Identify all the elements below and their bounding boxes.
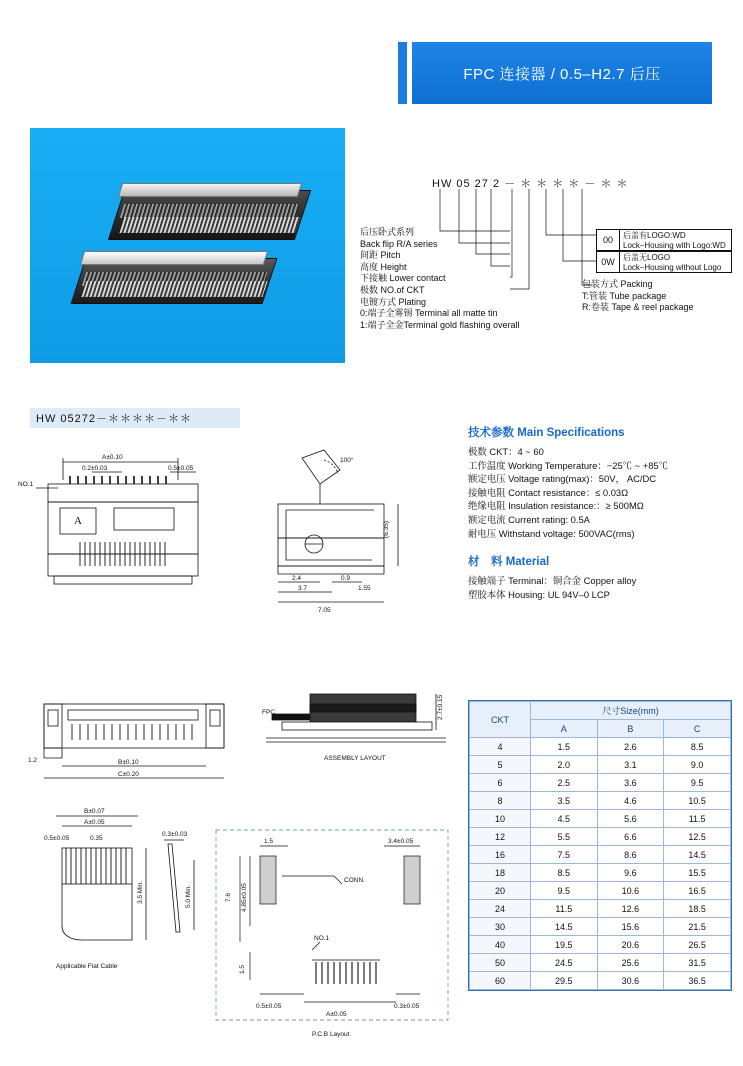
cell-ckt: 8 [470,792,531,810]
svg-text:2.7±0.15: 2.7±0.15 [437,694,444,720]
svg-text:0.5±0.05: 0.5±0.05 [44,835,70,842]
svg-text:0.35: 0.35 [90,835,103,842]
cell-b: 30.6 [597,972,664,990]
cell-c: 21.5 [664,918,731,936]
cell-ckt: 50 [470,954,531,972]
svg-text:2.4: 2.4 [292,575,302,582]
decoder-label-1: Back flip R/A series [360,238,438,249]
cell-a: 4.5 [531,810,598,828]
svg-text:NO.1: NO.1 [18,481,34,488]
spec-line-0: 极数 CKT：4 ~ 60 [468,446,544,457]
svg-text:B±0.10: B±0.10 [118,759,139,766]
cell-a: 3.5 [531,792,598,810]
svg-text:0.3±0.05: 0.3±0.05 [394,1003,420,1010]
svg-text:5.0 Min.: 5.0 Min. [185,884,192,908]
decoder-option-0w-code: 0W [597,252,620,272]
cell-b: 3.1 [597,756,664,774]
drawing-bottom-view [18,690,248,800]
svg-text:A: A [74,515,82,527]
decoder-label-8: 1:端子全金Terminal gold flashing overall [360,319,520,330]
cell-ckt: 6 [470,774,531,792]
svg-text:1.55: 1.55 [358,585,371,592]
connector-image-bottom [78,258,268,302]
svg-text:1.2: 1.2 [28,757,38,764]
cell-a: 1.5 [531,738,598,756]
decoder-label-6: 电镀方式 Plating [360,296,427,307]
svg-text:0.3±0.03: 0.3±0.03 [162,831,188,838]
cell-b: 9.6 [597,864,664,882]
svg-text:A±0.05: A±0.05 [84,819,105,826]
drawing-top-view [18,440,248,620]
drawing-pcb-layout [208,822,460,1044]
connector-image-top [116,190,301,238]
part-number-code: HW 05 27 2 － ＊ ＊ ＊ ＊ － ＊ ＊ [432,178,629,190]
specifications-block [468,424,730,601]
svg-text:0.2±0.03: 0.2±0.03 [82,465,108,472]
size-table [468,700,732,991]
cell-c: 9.0 [664,756,731,774]
table-row [470,792,731,810]
cell-c: 9.5 [664,774,731,792]
cell-c: 26.5 [664,936,731,954]
size-table-col-b: B [597,720,664,738]
page-title: FPC 连接器 / 0.5–H2.7 后压 [463,65,661,83]
svg-text:7.6: 7.6 [225,892,232,902]
table-row [470,846,731,864]
svg-text:3.5 Min.: 3.5 Min. [137,880,144,904]
svg-text:P.C.B Layout: P.C.B Layout [312,1031,350,1038]
cell-a: 24.5 [531,954,598,972]
svg-text:3.4±0.05: 3.4±0.05 [388,838,414,845]
table-row [470,810,731,828]
cell-c: 16.5 [664,882,731,900]
part-number-decoder [360,175,732,360]
svg-text:CONN.: CONN. [344,877,365,884]
cell-ckt: 4 [470,738,531,756]
svg-text:ASSEMBLY LAYOUT: ASSEMBLY LAYOUT [324,755,386,762]
svg-text:C±0.20: C±0.20 [118,771,139,778]
page-header [412,42,712,104]
cell-ckt: 5 [470,756,531,774]
decoder-option-00-en: Lock–Housing with Logo:WD [623,241,726,250]
cell-b: 20.6 [597,936,664,954]
decoder-label-3: 高度 Height [360,261,407,272]
cell-ckt: 18 [470,864,531,882]
drawing-part-number: HW 05272－＊＊＊＊－＊＊ [30,408,240,428]
decoder-label-7: 0:端子全雾锡 Terminal all matte tin [360,308,498,319]
cell-a: 8.5 [531,864,598,882]
spec-line-4: 绝缘电阻 Insulation resistance:：≥ 500MΩ [468,500,644,512]
table-row [470,936,731,954]
svg-text:A±0.10: A±0.10 [102,454,123,461]
svg-text:1.5: 1.5 [264,838,274,845]
cell-a: 5.5 [531,828,598,846]
spec-line-2: 额定电压 Voltage rating(max)：50V， AC/DC [468,473,657,485]
spec-title: 技术参数 Main Specifications [468,427,625,439]
cell-b: 4.6 [597,792,664,810]
svg-text:A±0.05: A±0.05 [326,1011,347,1018]
table-row [470,738,731,756]
cell-b: 8.6 [597,846,664,864]
svg-text:100°: 100° [340,457,354,464]
svg-text:7.05: 7.05 [318,607,331,614]
svg-text:0.5±0.05: 0.5±0.05 [256,1003,282,1010]
cell-a: 7.5 [531,846,598,864]
cell-c: 15.5 [664,864,731,882]
table-row [470,756,731,774]
drawing-flat-cable [18,800,218,1000]
cell-ckt: 40 [470,936,531,954]
cell-ckt: 60 [470,972,531,990]
material-line-1: 塑胶本体 Housing: UL 94V–0 LCP [468,588,610,600]
table-row [470,954,731,972]
size-table-ckt-header: CKT [470,702,531,738]
header-accent-bar [398,42,407,104]
cell-ckt: 12 [470,828,531,846]
spec-line-5: 额定电流 Current rating: 0.5A [468,513,590,525]
packing-reel: R:卷装 Tape & reel package [582,302,694,313]
decoder-option-00 [596,229,732,251]
table-row [470,774,731,792]
table-row [470,918,731,936]
decoder-option-0w-en: Lock–Housing without Logo [623,263,722,272]
decoder-label-2: 间距 Pitch [360,250,401,261]
cell-b: 12.6 [597,900,664,918]
svg-text:Applicable Flat Cable: Applicable Flat Cable [56,963,118,970]
cell-c: 36.5 [664,972,731,990]
cell-b: 25.6 [597,954,664,972]
size-table-col-c: C [664,720,731,738]
table-row [470,864,731,882]
decoder-option-0w [596,251,732,273]
decoder-label-4: 下接触 Lower contact [360,273,446,284]
cell-a: 14.5 [531,918,598,936]
table-row [470,828,731,846]
cell-ckt: 24 [470,900,531,918]
cell-ckt: 10 [470,810,531,828]
drawing-side-view [262,440,452,620]
svg-text:0.5±0.05: 0.5±0.05 [168,465,194,472]
cell-b: 3.6 [597,774,664,792]
cell-c: 12.5 [664,828,731,846]
table-row [470,900,731,918]
cell-ckt: 16 [470,846,531,864]
decoder-label-5: 极数 NO.of CKT [360,284,425,295]
cell-a: 19.5 [531,936,598,954]
packing-tube: T:管装 Tube package [582,290,667,301]
decoder-packing-options [582,279,694,314]
material-title: 材 料 Material [468,556,550,569]
decoder-label-0: 后压卧式系列 [360,227,415,237]
spec-line-6: 耐电压 Withstand voltage: 500VAC(rms) [468,527,635,539]
packing-label: 包装方式 Packing [582,279,653,289]
cell-b: 2.6 [597,738,664,756]
size-table-col-a: A [531,720,598,738]
decoder-option-00-cn: 后盖有LOGO:WD [623,231,686,240]
cell-b: 15.6 [597,918,664,936]
cell-c: 11.5 [664,810,731,828]
product-photo [30,128,345,363]
decoder-left-labels [360,227,520,331]
spec-line-1: 工作温度 Working Temperature：−25℃ ~ +85℃ [468,459,668,471]
svg-text:4.85±0.05: 4.85±0.05 [241,883,248,912]
svg-text:B±0.07: B±0.07 [84,808,105,815]
cell-ckt: 20 [470,882,531,900]
table-row [470,972,731,990]
svg-text:NO.1: NO.1 [314,935,330,942]
spec-line-3: 接触电阻 Contact resistance：≤ 0.03Ω [468,486,629,498]
cell-b: 6.6 [597,828,664,846]
svg-text:(6.35): (6.35) [383,521,390,538]
cell-c: 10.5 [664,792,731,810]
cell-b: 10.6 [597,882,664,900]
cell-a: 2.5 [531,774,598,792]
svg-text:1.5: 1.5 [239,964,246,974]
size-table-title: 尺寸Size(mm) [531,702,731,720]
decoder-option-0w-cn: 后盖无LOGO [623,253,671,262]
cell-a: 9.5 [531,882,598,900]
svg-text:3.7: 3.7 [298,585,308,592]
cell-a: 11.5 [531,900,598,918]
material-line-0: 接触端子 Terminal：铜合金 Copper alloy [468,575,637,587]
cell-a: 29.5 [531,972,598,990]
cell-c: 14.5 [664,846,731,864]
table-row [470,882,731,900]
cell-c: 8.5 [664,738,731,756]
cell-c: 31.5 [664,954,731,972]
svg-text:FPC: FPC [262,709,275,716]
cell-a: 2.0 [531,756,598,774]
decoder-option-00-code: 00 [597,230,620,250]
cell-ckt: 30 [470,918,531,936]
cell-c: 18.5 [664,900,731,918]
drawing-assembly-layout [262,680,452,800]
svg-text:0.9: 0.9 [341,575,351,582]
cell-b: 5.6 [597,810,664,828]
